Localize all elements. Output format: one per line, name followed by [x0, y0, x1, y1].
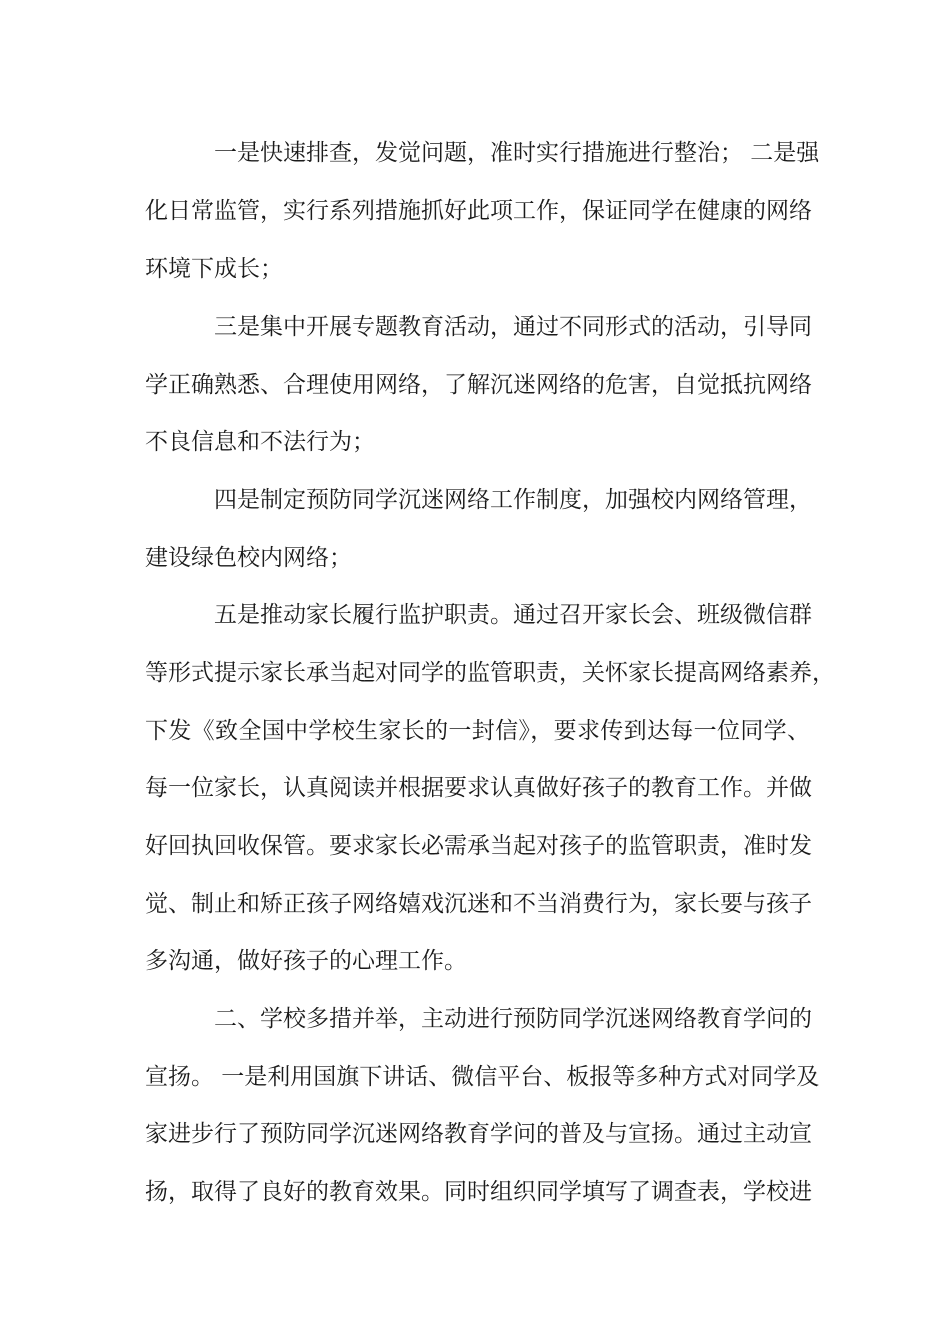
text-line: 一是快速排查，发觉问题，准时实行措施进行整治； 二是强: [214, 140, 820, 166]
text-line: 环境下成长；: [145, 256, 283, 282]
text-line: 二、学校多措并举，主动进行预防同学沉迷网络教育学问的: [214, 1006, 812, 1032]
text-line: 家进步行了预防同学沉迷网络教育学问的普及与宣扬。通过主动宣: [145, 1121, 812, 1147]
text-line: 扬，取得了良好的教育效果。同时组织同学填写了调查表，学校进: [145, 1179, 812, 1205]
text-line: 不良信息和不法行为；: [145, 429, 375, 455]
text-line: 觉、制止和矫正孩子网络嬉戏沉迷和不当消费行为，家长要与孩子: [145, 891, 812, 917]
text-line: 等形式提示家长承当起对同学的监管职责，关怀家长提高网络素养，: [145, 660, 835, 686]
text-line: 三是集中开展专题教育活动，通过不同形式的活动，引导同: [214, 314, 812, 340]
text-line: 学正确熟悉、合理使用网络，了解沉迷网络的危害，自觉抵抗网络: [145, 372, 812, 398]
text-line: 化日常监管，实行系列措施抓好此项工作，保证同学在健康的网络: [145, 198, 812, 224]
text-line: 每一位家长，认真阅读并根据要求认真做好孩子的教育工作。并做: [145, 775, 812, 801]
text-line: 建设绿色校内网络；: [145, 545, 352, 571]
text-line: 四是制定预防同学沉迷网络工作制度，加强校内网络管理，: [214, 487, 812, 513]
text-line: 五是推动家长履行监护职责。通过召开家长会、班级微信群: [214, 602, 812, 628]
text-line: 下发《致全国中学校生家长的一封信》，要求传到达每一位同学、: [145, 718, 810, 744]
text-line: 多沟通，做好孩子的心理工作。: [145, 948, 467, 974]
text-line: 宣扬。 一是利用国旗下讲话、微信平台、板报等多种方式对同学及: [145, 1064, 820, 1090]
text-line: 好回执回收保管。要求家长必需承当起对孩子的监管职责，准时发: [145, 833, 812, 859]
